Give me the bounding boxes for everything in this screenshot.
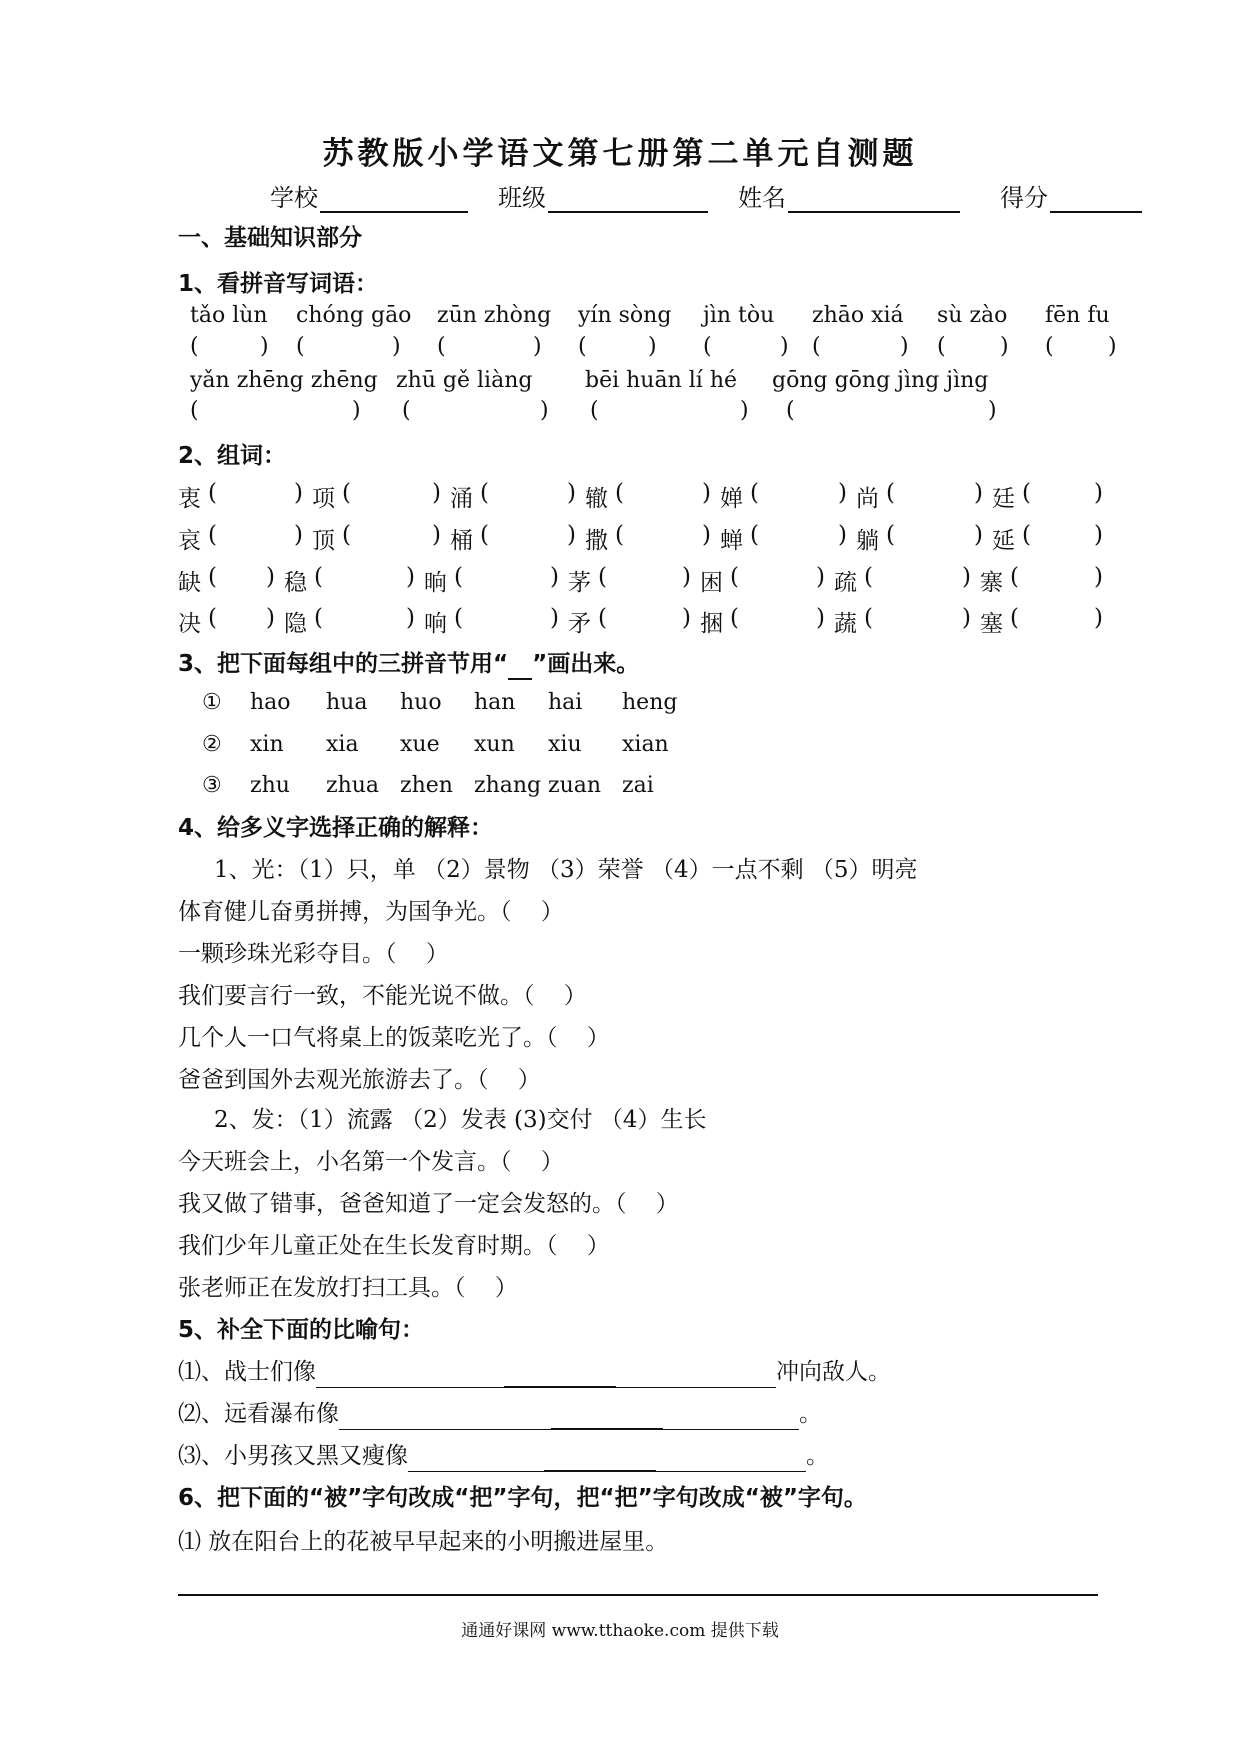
q5-item-2-blank-b[interactable]: [551, 1404, 663, 1430]
q5-heading: 5、补全下面的比喻句：: [178, 1317, 425, 1343]
q4-part2-sentence[interactable]: 张老师正在发放打扫工具。（ ）: [178, 1275, 518, 1301]
class-label: 班级: [498, 184, 546, 212]
q1-answer-open-paren[interactable]: (: [190, 334, 199, 359]
q2-answer-close-paren[interactable]: ): [1094, 564, 1103, 590]
q2-answer-open-paren[interactable]: (: [342, 522, 351, 548]
q2-answer-open-paren[interactable]: (: [1022, 522, 1031, 548]
q3-syllable[interactable]: zhen: [400, 773, 453, 798]
q5-item-1-prefix: ⑴、战士们像: [178, 1359, 316, 1385]
q1-pinyin-word: jìn tòu: [703, 303, 775, 328]
q6-item-1: ⑴ 放在阳台上的花被早早起来的小明搬进屋里。: [178, 1529, 669, 1555]
school-field[interactable]: [270, 178, 468, 213]
q2-answer-open-paren[interactable]: (: [615, 522, 624, 548]
q1-answer-close-paren[interactable]: ): [988, 398, 997, 423]
q5-item-1-suffix: 冲向敌人。: [776, 1359, 891, 1385]
q3-syllable[interactable]: zhu: [250, 773, 290, 798]
q2-answer-close-paren[interactable]: ): [266, 564, 275, 590]
q2-character: 疏: [834, 570, 857, 596]
q2-answer-open-paren[interactable]: (: [208, 605, 217, 631]
q2-character: 婵: [720, 486, 743, 512]
q1-pinyin-word: zhū gě liàng: [396, 368, 533, 393]
q1-answer-close-paren[interactable]: ): [1000, 334, 1009, 359]
q5-item-2-prefix: ⑵、远看瀑布像: [178, 1401, 339, 1427]
q4-part1-sentence[interactable]: 爸爸到国外去观光旅游去了。（ ）: [178, 1067, 541, 1093]
q3-syllable[interactable]: xue: [400, 732, 440, 757]
q3-syllable[interactable]: hua: [326, 690, 368, 715]
q2-answer-open-paren[interactable]: (: [314, 564, 323, 590]
q1-answer-close-paren[interactable]: ): [352, 398, 361, 423]
q2-character: 隐: [284, 611, 307, 637]
q2-answer-close-paren[interactable]: ): [1094, 522, 1103, 548]
q2-answer-open-paren[interactable]: (: [480, 480, 489, 506]
q2-answer-open-paren[interactable]: (: [342, 480, 351, 506]
q3-group-number: ①: [202, 690, 222, 715]
q1-pinyin-word: bēi huān lí hé: [585, 368, 738, 393]
q1-answer-close-paren[interactable]: ): [1108, 334, 1117, 359]
q2-answer-close-paren[interactable]: ): [702, 522, 711, 548]
q2-answer-open-paren[interactable]: (: [454, 564, 463, 590]
q1-answer-close-paren[interactable]: ): [780, 334, 789, 359]
q3-syllable[interactable]: zuan: [548, 773, 602, 798]
q3-syllable[interactable]: huo: [400, 690, 442, 715]
q2-character: 廷: [992, 486, 1015, 512]
q3-syllable[interactable]: xin: [250, 732, 284, 757]
q2-answer-close-paren[interactable]: ): [974, 522, 983, 548]
q4-part1-sentence[interactable]: 我们要言行一致，不能光说不做。（ ）: [178, 983, 587, 1009]
q1-pinyin-word: gōng gōng jìng jìng: [772, 368, 989, 393]
q1-pinyin-word: chóng gāo: [296, 303, 412, 328]
q4-part1-sentence[interactable]: 几个人一口气将桌上的饭菜吃光了。（ ）: [178, 1025, 610, 1051]
q3-heading-post: ”画出来。: [532, 651, 640, 677]
q1-answer-close-paren[interactable]: ): [540, 398, 549, 423]
q1-heading: 1、看拼音写词语：: [178, 271, 379, 297]
q2-character: 矛: [568, 611, 591, 637]
q2-character: 衷: [178, 486, 201, 512]
q4-heading: 4、给多义字选择正确的解释：: [178, 815, 494, 841]
q2-character: 捆: [700, 611, 723, 637]
q3-syllable[interactable]: hao: [250, 690, 291, 715]
q2-answer-open-paren[interactable]: (: [598, 564, 607, 590]
q5-item-2-suffix: 。: [799, 1401, 822, 1427]
q1-answer-open-paren[interactable]: (: [190, 398, 199, 423]
q5-item-1-blank-b[interactable]: [504, 1362, 616, 1388]
q5-item-1-blank-a[interactable]: [316, 1363, 504, 1388]
q2-character: 缺: [178, 570, 201, 596]
q5-item-2-blank-c[interactable]: [663, 1405, 799, 1430]
q3-syllable[interactable]: xiu: [548, 732, 582, 757]
q4-part2-sentence[interactable]: 我们少年儿童正处在生长发育时期。（ ）: [178, 1233, 610, 1259]
q2-answer-close-paren[interactable]: ): [567, 480, 576, 506]
q5-item-2-blank-a[interactable]: [339, 1405, 551, 1430]
q2-character: 蝉: [720, 528, 743, 554]
q3-underline-mark: [508, 656, 532, 680]
q1-pinyin-word: yín sòng: [578, 303, 672, 328]
q2-answer-close-paren[interactable]: ): [816, 564, 825, 590]
q5-item-3-blank-b[interactable]: [544, 1446, 656, 1472]
q4-part2-definitions: 2、发：（1）流露 （2）发表 (3)交付 （4）生长: [214, 1107, 707, 1133]
q1-answer-open-paren[interactable]: (: [703, 334, 712, 359]
q3-syllable[interactable]: zhang: [474, 773, 542, 798]
q1-pinyin-word: yǎn zhēng zhēng: [190, 368, 378, 393]
q2-character: 桶: [450, 528, 473, 554]
q5-item-3-suffix: 。: [806, 1443, 829, 1469]
name-blank[interactable]: [788, 185, 960, 213]
q3-heading-pre: 3、把下面每组中的三拼音节用“: [178, 651, 509, 677]
q2-answer-close-paren[interactable]: ): [816, 605, 825, 631]
student-info-line: [270, 178, 1140, 213]
class-blank[interactable]: [548, 185, 708, 213]
score-field[interactable]: [1000, 178, 1142, 213]
q2-answer-open-paren[interactable]: (: [208, 480, 217, 506]
q1-answer-open-paren[interactable]: (: [937, 334, 946, 359]
q1-answer-open-paren[interactable]: (: [296, 334, 305, 359]
q2-answer-open-paren[interactable]: (: [1010, 605, 1019, 631]
q2-answer-open-paren[interactable]: (: [864, 605, 873, 631]
q2-answer-open-paren[interactable]: (: [1022, 480, 1031, 506]
q2-answer-close-paren[interactable]: ): [702, 480, 711, 506]
q2-character: 塞: [980, 611, 1003, 637]
q1-pinyin-word: tǎo lùn: [190, 303, 268, 328]
q1-answer-open-paren[interactable]: (: [590, 398, 599, 423]
q2-answer-open-paren[interactable]: (: [454, 605, 463, 631]
q2-answer-close-paren[interactable]: ): [838, 480, 847, 506]
q2-answer-open-paren[interactable]: (: [598, 605, 607, 631]
q4-part2-sentence[interactable]: 今天班会上，小名第一个发言。（ ）: [178, 1149, 564, 1175]
q2-answer-close-paren[interactable]: ): [432, 480, 441, 506]
q2-answer-open-paren[interactable]: (: [886, 522, 895, 548]
q2-answer-close-paren[interactable]: ): [266, 605, 275, 631]
q1-answer-open-paren[interactable]: (: [437, 334, 446, 359]
q2-answer-open-paren[interactable]: (: [886, 480, 895, 506]
q2-character: 项: [312, 486, 335, 512]
q1-answer-close-paren[interactable]: ): [392, 334, 401, 359]
q2-answer-close-paren[interactable]: ): [550, 564, 559, 590]
q2-answer-open-paren[interactable]: (: [208, 564, 217, 590]
q5-item-2: [178, 1398, 822, 1430]
q3-group-number: ③: [202, 773, 222, 798]
q5-item-3-blank-c[interactable]: [656, 1447, 806, 1472]
q2-answer-close-paren[interactable]: ): [682, 564, 691, 590]
q1-answer-open-paren[interactable]: (: [402, 398, 411, 423]
q2-answer-close-paren[interactable]: ): [974, 480, 983, 506]
page-title: 苏教版小学语文第七册第二单元自测题: [322, 136, 918, 172]
q2-character: 寨: [980, 570, 1003, 596]
q1-pinyin-word: zūn zhòng: [437, 303, 552, 328]
q2-character: 茅: [568, 570, 591, 596]
q3-syllable[interactable]: zhua: [326, 773, 380, 798]
q1-answer-close-paren[interactable]: ): [533, 334, 542, 359]
q2-character: 辙: [585, 486, 608, 512]
q2-answer-close-paren[interactable]: ): [682, 605, 691, 631]
q2-answer-open-paren[interactable]: (: [864, 564, 873, 590]
q3-group-number: ②: [202, 732, 222, 757]
q1-answer-close-paren[interactable]: ): [260, 334, 269, 359]
q2-answer-open-paren[interactable]: (: [480, 522, 489, 548]
q2-character: 哀: [178, 528, 201, 554]
school-label: 学校: [270, 184, 318, 212]
q2-answer-open-paren[interactable]: (: [750, 522, 759, 548]
q2-answer-close-paren[interactable]: ): [406, 564, 415, 590]
q2-answer-close-paren[interactable]: ): [1094, 480, 1103, 506]
q4-part1-sentence[interactable]: 一颗珍珠光彩夺目。（ ）: [178, 941, 449, 967]
q2-answer-open-paren[interactable]: (: [750, 480, 759, 506]
q5-item-3-blank-a[interactable]: [408, 1447, 544, 1472]
q2-answer-close-paren[interactable]: ): [406, 605, 415, 631]
score-label: 得分: [1000, 184, 1048, 212]
q2-character: 决: [178, 611, 201, 637]
q1-answer-close-paren[interactable]: ): [900, 334, 909, 359]
q2-character: 躺: [856, 528, 879, 554]
q1-pinyin-word: fēn fu: [1045, 303, 1110, 328]
q2-answer-close-paren[interactable]: ): [294, 522, 303, 548]
footer-divider: [178, 1594, 1098, 1596]
q1-answer-open-paren[interactable]: (: [578, 334, 587, 359]
q3-syllable[interactable]: xia: [326, 732, 359, 757]
q2-character: 晌: [424, 570, 447, 596]
q3-syllable[interactable]: xun: [474, 732, 515, 757]
q2-answer-open-paren[interactable]: (: [615, 480, 624, 506]
name-label: 姓名: [738, 184, 786, 212]
q5-item-1: [178, 1356, 891, 1388]
q3-syllable[interactable]: xian: [622, 732, 669, 757]
score-blank[interactable]: [1050, 185, 1142, 213]
q2-answer-open-paren[interactable]: (: [730, 605, 739, 631]
q5-item-1-blank-c[interactable]: [616, 1363, 776, 1388]
q3-syllable[interactable]: heng: [622, 690, 678, 715]
q2-character: 顶: [312, 528, 335, 554]
q1-pinyin-word: sù zào: [937, 303, 1008, 328]
q4-part1-definitions: 1、光：（1）只，单 （2）景物 （3）荣誉 （4）一点不剩 （5）明亮: [214, 857, 918, 883]
q2-answer-open-paren[interactable]: (: [730, 564, 739, 590]
q2-answer-close-paren[interactable]: ): [550, 605, 559, 631]
q2-answer-close-paren[interactable]: ): [567, 522, 576, 548]
q2-answer-open-paren[interactable]: (: [1010, 564, 1019, 590]
q2-character: 响: [424, 611, 447, 637]
q2-character: 尚: [856, 486, 879, 512]
q2-answer-close-paren[interactable]: ): [1094, 605, 1103, 631]
q2-character: 困: [700, 570, 723, 596]
q2-answer-close-paren[interactable]: ): [962, 564, 971, 590]
q3-syllable[interactable]: hai: [548, 690, 583, 715]
q2-character: 撒: [585, 528, 608, 554]
q3-heading: [178, 648, 639, 680]
name-field[interactable]: [738, 178, 960, 213]
school-blank[interactable]: [320, 185, 468, 213]
q2-answer-close-paren[interactable]: ): [294, 480, 303, 506]
q2-heading: 2、组词：: [178, 443, 287, 469]
q2-answer-close-paren[interactable]: ): [432, 522, 441, 548]
q6-heading: 6、把下面的“被”字句改成“把”字句，把“把”字句改成“被”字句。: [178, 1485, 867, 1511]
q1-answer-open-paren[interactable]: (: [1045, 334, 1054, 359]
q2-answer-close-paren[interactable]: ): [838, 522, 847, 548]
q3-syllable[interactable]: han: [474, 690, 516, 715]
q2-character: 稳: [284, 570, 307, 596]
q1-answer-open-paren[interactable]: (: [812, 334, 821, 359]
q1-answer-close-paren[interactable]: ): [648, 334, 657, 359]
section-basic-knowledge: 一、基础知识部分: [178, 225, 362, 251]
q1-answer-open-paren[interactable]: (: [786, 398, 795, 423]
q2-character: 延: [992, 528, 1015, 554]
q3-syllable[interactable]: zai: [622, 773, 654, 798]
q1-pinyin-word: zhāo xiá: [812, 303, 904, 328]
q5-item-3-prefix: ⑶、小男孩又黑又瘦像: [178, 1443, 408, 1469]
q2-answer-open-paren[interactable]: (: [314, 605, 323, 631]
q4-part2-sentence[interactable]: 我又做了错事，爸爸知道了一定会发怒的。（ ）: [178, 1191, 679, 1217]
q5-item-3: [178, 1440, 829, 1472]
q2-character: 涌: [450, 486, 473, 512]
q4-part1-sentence[interactable]: 体育健儿奋勇拼搏，为国争光。（ ）: [178, 899, 564, 925]
q1-answer-close-paren[interactable]: ): [740, 398, 749, 423]
footer-credit: 通通好课网 www.tthaoke.com 提供下载: [461, 1621, 779, 1641]
class-field[interactable]: [498, 178, 708, 213]
q2-answer-open-paren[interactable]: (: [208, 522, 217, 548]
q2-answer-close-paren[interactable]: ): [962, 605, 971, 631]
q2-character: 蔬: [834, 611, 857, 637]
